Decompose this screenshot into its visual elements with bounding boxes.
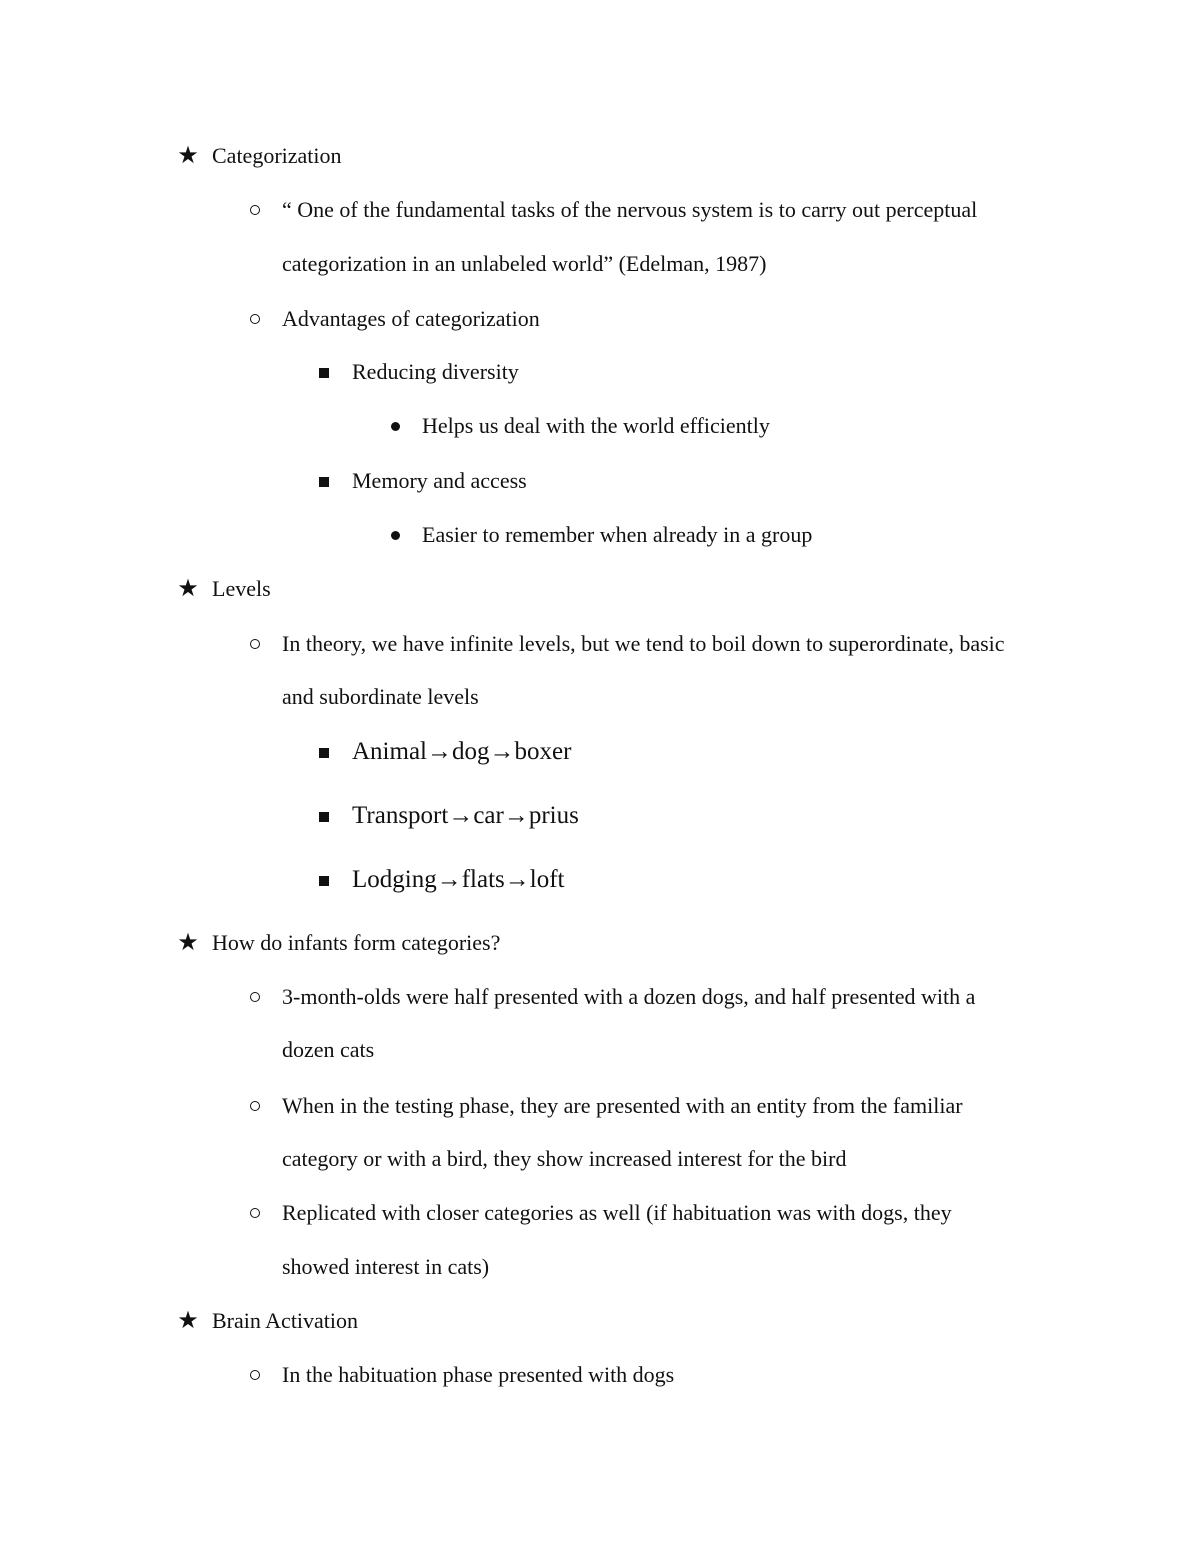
infants-point3-line1: Replicated with closer categories as well (if habituation was with dogs, they (282, 1200, 952, 1225)
dot-bullet-icon (391, 422, 400, 431)
star-bullet-icon: ★ (177, 1308, 199, 1334)
heading-categorization: Categorization (212, 143, 342, 168)
memory-access-item: Memory and access (352, 468, 527, 493)
dot-bullet-icon (391, 531, 400, 540)
infants-point1-line1: 3-month-olds were half presented with a dozen dogs, and half presented with a (282, 984, 976, 1009)
infants-point2-line2: category or with a bird, they show increased interest for the bird (282, 1146, 847, 1171)
star-bullet-icon: ★ (177, 930, 199, 956)
memory-detail-item: Easier to remember when already in a group (422, 522, 813, 547)
circle-bullet-icon (250, 1208, 260, 1218)
square-bullet-icon (319, 748, 329, 758)
circle-bullet-icon (250, 639, 260, 649)
star-bullet-icon: ★ (177, 143, 199, 169)
square-bullet-icon (319, 876, 329, 886)
circle-bullet-icon (250, 1370, 260, 1380)
circle-bullet-icon (250, 992, 260, 1002)
reducing-detail-item: Helps us deal with the world efficiently (422, 413, 770, 438)
circle-bullet-icon (250, 205, 260, 215)
circle-bullet-icon (250, 1101, 260, 1111)
brain-point1: In the habituation phase presented with dogs (282, 1362, 675, 1387)
square-bullet-icon (319, 477, 329, 487)
level-example-lodging: Lodging→flats→loft (352, 866, 565, 893)
infants-point2-line1: When in the testing phase, they are presented with an entity from the familiar (282, 1093, 963, 1118)
square-bullet-icon (319, 812, 329, 822)
infants-point1-line2: dozen cats (282, 1037, 375, 1062)
infants-point3-line2: showed interest in cats) (282, 1254, 490, 1279)
level-example-transport: Transport→car→prius (352, 802, 579, 829)
star-bullet-icon: ★ (177, 576, 199, 602)
heading-brain-activation: Brain Activation (212, 1308, 359, 1333)
square-bullet-icon (319, 368, 329, 378)
level-example-animal: Animal→dog→boxer (352, 738, 572, 765)
theory-line-2: and subordinate levels (282, 684, 479, 709)
theory-line-1: In theory, we have infinite levels, but we tend to boil down to superordinate, basic (282, 631, 1005, 656)
circle-bullet-icon (250, 314, 260, 324)
heading-levels: Levels (212, 576, 271, 601)
quote-line-1: “ One of the fundamental tasks of the nervous system is to carry out perceptual (282, 197, 978, 222)
quote-line-2: categorization in an unlabeled world” (Edelman, 1987) (282, 251, 767, 276)
heading-infants: How do infants form categories? (212, 930, 501, 955)
advantages-item: Advantages of categorization (282, 306, 540, 331)
reducing-diversity-item: Reducing diversity (352, 359, 519, 384)
